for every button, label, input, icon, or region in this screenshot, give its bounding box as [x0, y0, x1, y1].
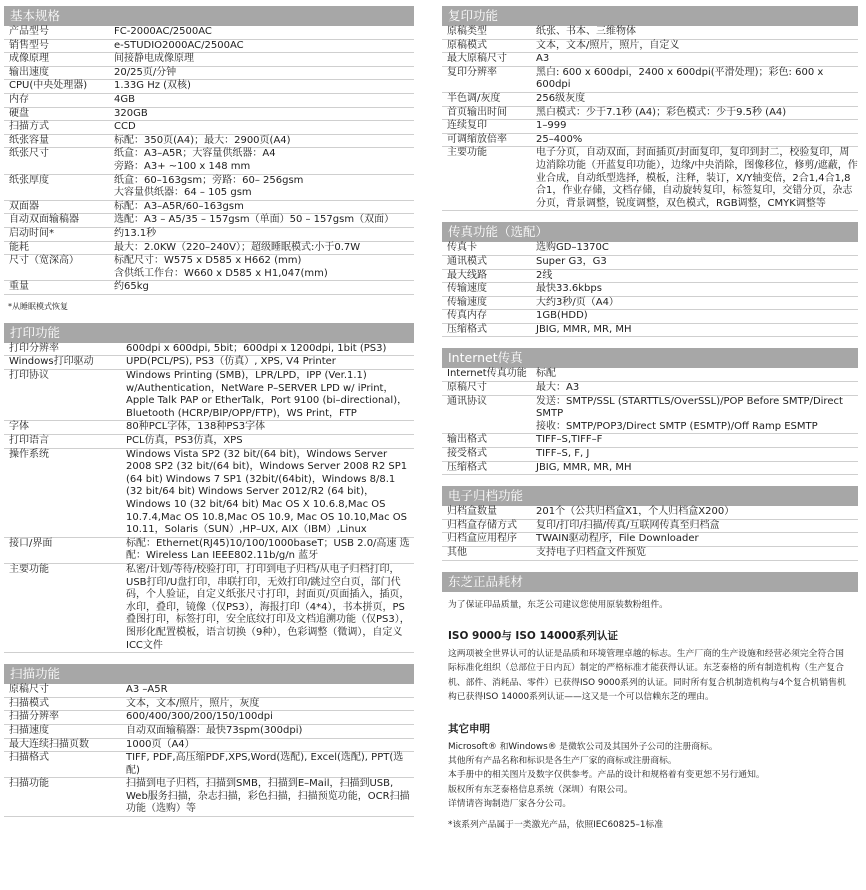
- spec-label: 接口/界面: [4, 537, 122, 563]
- spec-row: [4, 724, 414, 738]
- iso-title: ISO 9000与 ISO 14000系列认证: [448, 630, 619, 642]
- spec-row: [442, 26, 858, 39]
- statement-line: 详情请咨询制造厂家各分公司。: [448, 799, 572, 810]
- spec-value: 文本，文本/照片，照片，自定义: [532, 39, 858, 53]
- spec-row: [4, 448, 414, 537]
- spec-row: [4, 421, 414, 435]
- spec-label: 传输速度: [442, 296, 532, 310]
- spec-row: [442, 296, 858, 310]
- section-header-basic: 基本规格: [4, 6, 414, 26]
- spec-row: [4, 255, 414, 281]
- statement-line: 版权所有东芝泰格信息系统（深圳）有限公司。: [448, 784, 633, 795]
- spec-label: 原稿尺寸: [4, 684, 122, 697]
- spec-value: A3 –A5R: [122, 684, 414, 697]
- spec-value: 间接静电成像原理: [110, 53, 414, 67]
- spec-row: [4, 53, 414, 67]
- spec-label: 可调缩放倍率: [442, 133, 532, 147]
- section-header-fax: 传真功能（选配）: [442, 222, 858, 242]
- spec-row: [4, 66, 414, 80]
- spec-row: [442, 269, 858, 283]
- spec-value: TIFF–S, F, J: [532, 448, 858, 462]
- spec-value: 扫描到电子归档，扫描到SMB，扫描到E–Mail，扫描到USB, Web服务扫描，杂志扫描，彩色扫描，扫描预览功能，OCR扫描功能（选购）等: [122, 778, 414, 817]
- spec-value: FC-2000AC/2500AC: [110, 26, 414, 39]
- spec-label: 扫描分辨率: [4, 711, 122, 725]
- spec-row: [442, 255, 858, 269]
- spec-label: 半色调/灰度: [442, 92, 532, 106]
- spec-label: Internet传真功能: [442, 368, 532, 381]
- spec-value: Super G3，G3: [532, 255, 858, 269]
- spec-label: 归档盒数量: [442, 506, 532, 519]
- spec-row: [4, 281, 414, 295]
- spec-row: [4, 107, 414, 121]
- spec-label: 最大连续扫描页数: [4, 738, 122, 752]
- spec-value: 纸盒：A3–A5R；大容量供纸器：A4 旁路：A3+ ~100 x 148 mm: [110, 148, 414, 174]
- spec-label: 最大线路: [442, 269, 532, 283]
- spec-label: 产品型号: [4, 26, 110, 39]
- spec-value: 1.33G Hz (双核): [110, 80, 414, 94]
- spec-value: 320GB: [110, 107, 414, 121]
- spec-label: CPU(中央处理器): [4, 80, 110, 94]
- spec-value: 约65kg: [110, 281, 414, 295]
- spec-value: 20/25页/分钟: [110, 66, 414, 80]
- fax-spec-table: [442, 242, 858, 337]
- spec-value: Windows Printing (SMB)，LPR/LPD，IPP (Ver.1.1) w/Authentication，NetWare P–SERVER LPD w/ iPrint，Apple Talk PAP or EtherTalk，Port 9100 (bi–directional)，Bluetooth (HCRP/BIP/OPP/FTP)，WS Print，FTP: [122, 370, 414, 421]
- spec-value: 600dpi x 600dpi, 5bit；600dpi x 1200dpi, 1bit (PS3): [122, 343, 414, 356]
- spec-row: [4, 200, 414, 214]
- supplies-text: 为了保证印品质量，东芝公司建议您使用原装数粉组件。: [448, 599, 668, 610]
- spec-value: CCD: [110, 121, 414, 135]
- spec-label: 重量: [4, 281, 110, 295]
- spec-label: Windows打印驱动: [4, 356, 122, 370]
- spec-value: 选购GD–1370C: [532, 242, 858, 255]
- spec-label: 原稿尺寸: [442, 382, 532, 396]
- spec-value: 1GB(HDD): [532, 310, 858, 324]
- section-header-efiling: 电子归档功能: [442, 486, 858, 506]
- spec-row: [442, 506, 858, 519]
- spec-value: 纸张、书本、三维物体: [532, 26, 858, 39]
- spec-row: [442, 66, 858, 92]
- spec-label: 尺寸（宽深高）: [4, 255, 110, 281]
- spec-label: 主要功能: [4, 563, 122, 652]
- internet-fax-spec-table: [442, 368, 858, 475]
- spec-label: 打印分辨率: [4, 343, 122, 356]
- spec-label: 复印分辨率: [442, 66, 532, 92]
- spec-value: 标配：350页(A4)；最大：2900页(A4): [110, 134, 414, 148]
- spec-row: [4, 148, 414, 174]
- spec-row: [4, 435, 414, 449]
- spec-label: 首页输出时间: [442, 106, 532, 120]
- spec-value: 1000页（A4）: [122, 738, 414, 752]
- spec-value: 约13.1秒: [110, 227, 414, 241]
- spec-label: 字体: [4, 421, 122, 435]
- spec-label: 启动时间*: [4, 227, 110, 241]
- spec-value: 最大：2.0KW（220–240V）；超级睡眠模式:小于0.7W: [110, 241, 414, 255]
- spec-label: 压缩格式: [442, 461, 532, 475]
- spec-row: [4, 684, 414, 697]
- spec-label: 输出格式: [442, 434, 532, 448]
- spec-row: [4, 370, 414, 421]
- spec-row: [442, 434, 858, 448]
- section-header-scan: 扫描功能: [4, 664, 414, 684]
- efiling-spec-table: [442, 506, 858, 560]
- spec-row: [442, 533, 858, 547]
- spec-row: [4, 356, 414, 370]
- print-spec-table: [4, 343, 414, 653]
- spec-label: 打印协议: [4, 370, 122, 421]
- spec-label: 其他: [442, 547, 532, 561]
- spec-value: 大约3秒/页（A4）: [532, 296, 858, 310]
- spec-label: 纸张容量: [4, 134, 110, 148]
- spec-row: [442, 53, 858, 67]
- spec-value: 标配：A3–A5R/60–163gsm: [110, 200, 414, 214]
- spec-label: 纸张厚度: [4, 174, 110, 200]
- spec-value: A3: [532, 53, 858, 67]
- spec-row: [4, 39, 414, 53]
- spec-value: UPD(PCL/PS), PS3（仿真）, XPS, V4 Printer: [122, 356, 414, 370]
- spec-value: 201个（公共归档盒X1，个人归档盒X200）: [532, 506, 858, 519]
- spec-value: 2线: [532, 269, 858, 283]
- spec-value: JBIG, MMR, MR, MH: [532, 323, 858, 337]
- spec-row: [442, 368, 858, 381]
- spec-label: 原稿类型: [442, 26, 532, 39]
- spec-label: 扫描功能: [4, 778, 122, 817]
- spec-value: 电子分页，自动双面，封面插页/封面复印，复印到封二，校验复印，周边消除功能（开蓝复印功能），边缘/中央消除，图像移位，修剪/遮蔽，作业合成，自动纸型选择，模板，注释，装订，X/Y轴变倍，2合1,4合1,8合1，作业存储，文档存储，自动旋转复印，标签复印，交错分页，杂志分页，背景调整，锐度调整，双色模式，RGB调整，CMYK调整等: [532, 147, 858, 211]
- section-header-print: 打印功能: [4, 323, 414, 343]
- spec-label: 归档盒存储方式: [442, 519, 532, 533]
- spec-value: Windows Vista SP2 (32 bit/(64 bit)，Windows Server 2008 SP2 (32 bit/(64 bit)，Windows Server 2008 R2 SP1 (64 bit) Windows 7 SP1 (32bit/(64bit)，Windows 8/8.1 (32 bit/64 bit) Windows Server 2012/R2 (64 bit)，Windows 10 (32 bit/64 bit) Mac OS X 10.6.8,Mac OS 10.7.4,Mac OS 10.8,Mac OS 10.9, Mac OS 10.10,Mac OS 10.11，Solaris（SUN）,HP–UX, AIX（IBM）,Linux: [122, 448, 414, 537]
- statement-line: 其他所有产品名称和标识是各生产厂家的商标或注册商标。: [448, 756, 677, 767]
- spec-row: [442, 147, 858, 211]
- spec-label: 输出速度: [4, 66, 110, 80]
- spec-row: [4, 711, 414, 725]
- spec-row: [442, 519, 858, 533]
- spec-value: 600/400/300/200/150/100dpi: [122, 711, 414, 725]
- spec-row: [4, 121, 414, 135]
- spec-value: 选配：A3 – A5/35 – 157gsm（单面）50 – 157gsm（双面）: [110, 214, 414, 228]
- spec-label: 连续复印: [442, 120, 532, 134]
- spec-value: 25–400%: [532, 133, 858, 147]
- spec-label: 接受格式: [442, 448, 532, 462]
- spec-value: PCL仿真，PS3仿真，XPS: [122, 435, 414, 449]
- spec-row: [4, 80, 414, 94]
- spec-label: 传输速度: [442, 283, 532, 297]
- spec-value: e-STUDIO2000AC/2500AC: [110, 39, 414, 53]
- spec-row: [442, 39, 858, 53]
- section-header-internet-fax: Internet传真: [442, 348, 858, 368]
- spec-label: 原稿模式: [442, 39, 532, 53]
- spec-value: 标配：Ethernet(RJ45)10/100/1000baseT；USB 2.0/高速 选配：Wireless Lan IEEE802.11b/g/n 蓝牙: [122, 537, 414, 563]
- spec-row: [4, 343, 414, 356]
- spec-label: 能耗: [4, 241, 110, 255]
- spec-row: [4, 214, 414, 228]
- spec-label: 内存: [4, 93, 110, 107]
- spec-row: [442, 133, 858, 147]
- section-header-supplies: 东芝正品耗材: [442, 572, 858, 592]
- spec-row: [4, 697, 414, 711]
- spec-row: [4, 563, 414, 652]
- spec-value: 最大：A3: [532, 382, 858, 396]
- spec-value: 支持电子归档盒文件预览: [532, 547, 858, 561]
- spec-label: 操作系统: [4, 448, 122, 537]
- spec-row: [442, 310, 858, 324]
- spec-label: 扫描速度: [4, 724, 122, 738]
- spec-row: [4, 241, 414, 255]
- spec-value: 标配: [532, 368, 858, 381]
- spec-value: JBIG, MMR, MR, MH: [532, 461, 858, 475]
- spec-value: 复印/打印/扫描/传真/互联网传真至归档盒: [532, 519, 858, 533]
- spec-row: [4, 174, 414, 200]
- scan-spec-table: [4, 684, 414, 817]
- iso-text: 这两项被全世界认可的认证是品质和环境管理卓越的标志。生产厂商的生产设施和经营必须完全符合国际标准化组织（总部位于日内瓦）制定的严格标准才能获得认证。东芝泰格的所有制造机构（生产复合机、部件、消耗品、零件）已获得ISO 9000系列的认证。同时所有复合机制造机构与4个复合机销售机构已获得ISO 14000系列认证——这又是一个可以信赖东芝的理由。: [448, 649, 846, 703]
- spec-row: [442, 382, 858, 396]
- spec-row: [442, 242, 858, 255]
- sleep-footnote: *从睡眠模式恢复: [8, 301, 68, 311]
- spec-label: 扫描模式: [4, 697, 122, 711]
- spec-row: [442, 448, 858, 462]
- spec-label: 通讯协议: [442, 395, 532, 434]
- spec-value: TWAIN驱动程序，File Downloader: [532, 533, 858, 547]
- spec-label: 扫描方式: [4, 121, 110, 135]
- spec-label: 通讯模式: [442, 255, 532, 269]
- spec-row: [442, 283, 858, 297]
- right-column: [442, 6, 858, 832]
- spec-row: [4, 752, 414, 778]
- spec-value: 标配尺寸：W575 x D585 x H662 (mm) 含供纸工作台：W660 x D585 x H1,047(mm): [110, 255, 414, 281]
- spec-row: [442, 461, 858, 475]
- spec-value: 256级灰度: [532, 92, 858, 106]
- spec-value: 纸盒：60–163gsm；旁路：60– 256gsm 大容量供纸器：64 – 105 gsm: [110, 174, 414, 200]
- spec-row: [4, 738, 414, 752]
- spec-row: [442, 92, 858, 106]
- left-column: [4, 6, 414, 817]
- spec-value: 黑白模式：少于7.1秒 (A4)；彩色模式：少于9.5秒 (A4): [532, 106, 858, 120]
- spec-value: 1–999: [532, 120, 858, 134]
- spec-value: TIFF, PDF,高压缩PDF,XPS,Word(选配), Excel(选配), PPT(选配): [122, 752, 414, 778]
- spec-row: [4, 227, 414, 241]
- spec-row: [4, 778, 414, 817]
- spec-row: [442, 547, 858, 561]
- spec-row: [4, 134, 414, 148]
- spec-label: 硬盘: [4, 107, 110, 121]
- spec-label: 双面器: [4, 200, 110, 214]
- spec-value: TIFF–S,TIFF–F: [532, 434, 858, 448]
- spec-row: [442, 323, 858, 337]
- spec-row: [442, 395, 858, 434]
- section-header-copy: 复印功能: [442, 6, 858, 26]
- spec-row: [4, 537, 414, 563]
- spec-row: [442, 106, 858, 120]
- statement-line: 本手册中的相关图片及数字仅供参考。产品的设计和规格着有变更恕不另行通知。: [448, 770, 765, 781]
- statement-title: 其它申明: [448, 722, 490, 735]
- spec-label: 归档盒应用程序: [442, 533, 532, 547]
- spec-label: 成像原理: [4, 53, 110, 67]
- spec-value: 私密/计划/等待/校验打印，打印到电子归档/从电子归档打印，USB打印/U盘打印，串联打印，无效打印/跳过空白页，部门代码，个人验证，自定义纸张尺寸打印，封面页/页面插入，插页，水印，叠印，镜像（仅PS3），海报打印（4*4），书本拼页，PS叠图打印，标签打印，安全底纹打印及文档追溯功能（仅PS3），图形化配置模板，语言切换（9种），色彩调整（微调），自定义ICC文件: [122, 563, 414, 652]
- spec-value: 发送：SMTP/SSL (STARTTLS/OverSSL)/POP Before SMTP/Direct SMTP 接收：SMTP/POP3/Direct SMTP (ESMTP)/Off Ramp ESMTP: [532, 395, 858, 434]
- spec-label: 传真卡: [442, 242, 532, 255]
- spec-label: 压缩格式: [442, 323, 532, 337]
- basic-spec-table: [4, 26, 414, 295]
- spec-row: [4, 26, 414, 39]
- laser-footnote: *该系列产品属于一类激光产品，依照IEC60825–1标准: [448, 819, 664, 830]
- spec-value: 4GB: [110, 93, 414, 107]
- spec-label: 纸张尺寸: [4, 148, 110, 174]
- spec-label: 自动双面输稿器: [4, 214, 110, 228]
- spec-value: 自动双面输稿器：最快73spm(300dpi): [122, 724, 414, 738]
- statement-line: Microsoft® 和Windows® 是微软公司及其国外子公司的注册商标。: [448, 741, 718, 752]
- spec-value: 文本，文本/照片，照片，灰度: [122, 697, 414, 711]
- spec-label: 最大原稿尺寸: [442, 53, 532, 67]
- spec-label: 扫描格式: [4, 752, 122, 778]
- spec-value: 最快33.6kbps: [532, 283, 858, 297]
- copy-spec-table: [442, 26, 858, 211]
- spec-label: 主要功能: [442, 147, 532, 211]
- spec-value: 80种PCL字体，138种PS3字体: [122, 421, 414, 435]
- spec-value: 黑白: 600 x 600dpi，2400 x 600dpi(平滑处理)；彩色: 600 x 600dpi: [532, 66, 858, 92]
- spec-row: [4, 93, 414, 107]
- spec-label: 传真内存: [442, 310, 532, 324]
- spec-row: [442, 120, 858, 134]
- spec-label: 销售型号: [4, 39, 110, 53]
- spec-label: 打印语言: [4, 435, 122, 449]
